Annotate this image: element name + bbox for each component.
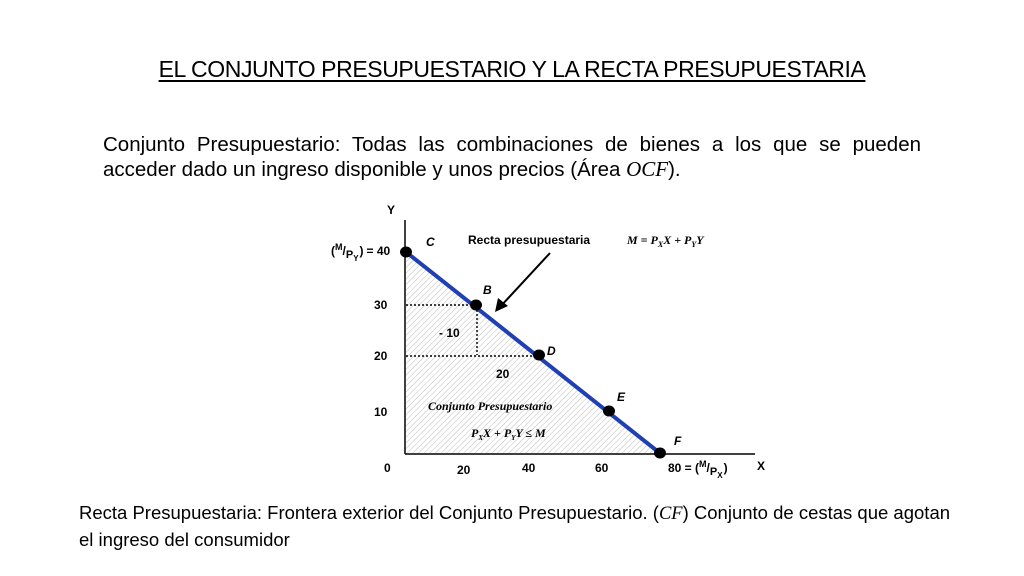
y-tick-10: 10 <box>374 405 388 419</box>
label-e: E <box>617 390 626 404</box>
arrow-shaft <box>500 253 550 307</box>
y-tick-20: 20 <box>374 349 388 363</box>
point-b <box>470 300 482 311</box>
point-e <box>603 406 615 417</box>
recta-label: Recta presupuestaria <box>468 233 591 247</box>
slide-title: EL CONJUNTO PRESUPUESTARIO Y LA RECTA PRESUPUESTARIA <box>158 56 866 82</box>
label-c: C <box>426 235 435 249</box>
label-f: F <box>674 434 682 448</box>
x-intercept-value: 80 = ( <box>668 461 700 475</box>
y-intercept-p: P <box>345 249 354 261</box>
origin-label: 0 <box>384 461 391 475</box>
x-intercept-label: 80 = ($^M$/PX) <box>668 459 728 480</box>
intro-ocf: OCF <box>626 157 669 181</box>
x-intercept-m: M <box>699 459 707 469</box>
x-axis-label: X <box>757 459 766 473</box>
y-intercept-label: ($^M$/PY) = 40 <box>331 242 391 263</box>
footer-cf: CF <box>658 504 683 524</box>
x-tick-40: 40 <box>522 461 536 475</box>
intro-end: ). <box>668 158 681 181</box>
budget-equation: M = PXX + PYY <box>627 233 704 249</box>
x-intercept-p: P <box>709 466 718 478</box>
budget-inequality: PXX + PYY ≤ M <box>471 426 546 442</box>
footer-text-2: ) Conjunto de cestas que agotan el ingreso del consumidor <box>79 502 951 550</box>
footer-paragraph <box>79 500 959 553</box>
y-intercept-m: M <box>335 242 343 252</box>
y-tick-30: 30 <box>374 298 388 312</box>
x-tick-60: 60 <box>595 461 609 475</box>
delta-y-label: - 10 <box>439 326 460 340</box>
point-d <box>533 350 545 361</box>
footer-text-1: Recta Presupuestaria: Frontera exterior del Conjunto Presupuestario. ( <box>79 502 659 523</box>
label-b: B <box>483 283 492 297</box>
x-intercept-sub: X <box>717 471 723 480</box>
y-intercept-value: = 40 <box>366 244 391 258</box>
conjunto-label: Conjunto Presupuestario <box>428 399 553 413</box>
point-c <box>400 247 412 258</box>
intro-text: Conjunto Presupuestario: Todas las combinaciones de bienes a los que se pueden acceder dado un ingreso disponible y unos precios (Área <box>103 133 921 181</box>
label-d: D <box>547 344 556 358</box>
x-tick-20: 20 <box>457 463 471 477</box>
y-axis-label: Y <box>387 203 396 217</box>
y-intercept-sub: Y <box>353 254 359 263</box>
delta-x-label: 20 <box>496 367 510 381</box>
point-f <box>654 448 666 459</box>
